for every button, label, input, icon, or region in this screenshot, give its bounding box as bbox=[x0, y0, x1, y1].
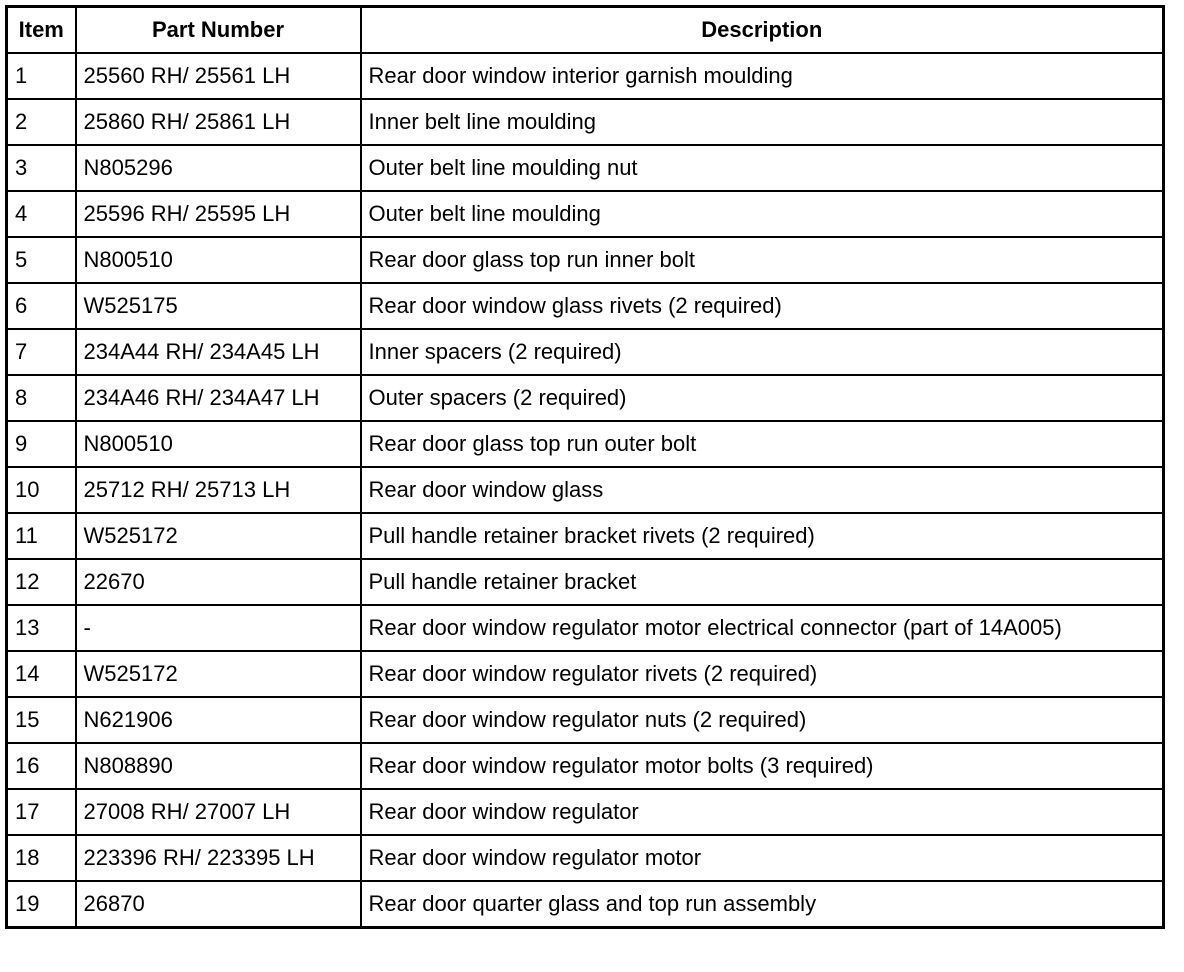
table-row bbox=[7, 375, 1164, 421]
description-cell: Inner belt line moulding bbox=[361, 99, 1164, 145]
part-number-cell: N800510 bbox=[76, 421, 361, 467]
item-cell: 9 bbox=[7, 421, 76, 467]
description-cell: Rear door window regulator rivets (2 required) bbox=[361, 651, 1164, 697]
item-cell: 3 bbox=[7, 145, 76, 191]
description-cell: Rear door glass top run inner bolt bbox=[361, 237, 1164, 283]
item-cell: 13 bbox=[7, 605, 76, 651]
table-row bbox=[7, 191, 1164, 237]
item-cell: 14 bbox=[7, 651, 76, 697]
item-cell: 1 bbox=[7, 53, 76, 99]
description-cell: Outer spacers (2 required) bbox=[361, 375, 1164, 421]
part-number-cell: 234A46 RH/ 234A47 LH bbox=[76, 375, 361, 421]
description-cell: Pull handle retainer bracket bbox=[361, 559, 1164, 605]
table-row bbox=[7, 881, 1164, 928]
part-number-cell: 25560 RH/ 25561 LH bbox=[76, 53, 361, 99]
item-cell: 15 bbox=[7, 697, 76, 743]
part-number-cell: W525172 bbox=[76, 513, 361, 559]
table-row bbox=[7, 697, 1164, 743]
item-cell: 7 bbox=[7, 329, 76, 375]
description-cell: Rear door window interior garnish moulding bbox=[361, 53, 1164, 99]
header-part-number: Part Number bbox=[76, 7, 361, 54]
description-cell: Rear door window regulator motor bolts (3 required) bbox=[361, 743, 1164, 789]
description-cell: Rear door window regulator nuts (2 required) bbox=[361, 697, 1164, 743]
part-number-cell: - bbox=[76, 605, 361, 651]
header-row bbox=[7, 7, 1164, 54]
description-cell: Rear door glass top run outer bolt bbox=[361, 421, 1164, 467]
description-cell: Outer belt line moulding bbox=[361, 191, 1164, 237]
part-number-cell: 25860 RH/ 25861 LH bbox=[76, 99, 361, 145]
part-number-cell: 27008 RH/ 27007 LH bbox=[76, 789, 361, 835]
table-row bbox=[7, 145, 1164, 191]
part-number-cell: 25596 RH/ 25595 LH bbox=[76, 191, 361, 237]
part-number-cell: W525175 bbox=[76, 283, 361, 329]
item-cell: 2 bbox=[7, 99, 76, 145]
header-item: Item bbox=[7, 7, 76, 54]
table-row bbox=[7, 53, 1164, 99]
table-row bbox=[7, 651, 1164, 697]
description-cell: Rear door quarter glass and top run assembly bbox=[361, 881, 1164, 928]
item-cell: 10 bbox=[7, 467, 76, 513]
description-cell: Pull handle retainer bracket rivets (2 required) bbox=[361, 513, 1164, 559]
table-row bbox=[7, 467, 1164, 513]
table-row bbox=[7, 421, 1164, 467]
description-cell: Outer belt line moulding nut bbox=[361, 145, 1164, 191]
item-cell: 6 bbox=[7, 283, 76, 329]
table-row bbox=[7, 559, 1164, 605]
part-number-cell: 223396 RH/ 223395 LH bbox=[76, 835, 361, 881]
part-number-cell: 22670 bbox=[76, 559, 361, 605]
description-cell: Rear door window regulator motor bbox=[361, 835, 1164, 881]
item-cell: 17 bbox=[7, 789, 76, 835]
item-cell: 11 bbox=[7, 513, 76, 559]
table-row bbox=[7, 743, 1164, 789]
part-number-cell: N805296 bbox=[76, 145, 361, 191]
table-row bbox=[7, 605, 1164, 651]
part-number-cell: N800510 bbox=[76, 237, 361, 283]
table-row bbox=[7, 513, 1164, 559]
description-cell: Rear door window glass bbox=[361, 467, 1164, 513]
part-number-cell: 26870 bbox=[76, 881, 361, 928]
part-number-cell: W525172 bbox=[76, 651, 361, 697]
table-header bbox=[7, 7, 1164, 54]
table-row bbox=[7, 329, 1164, 375]
description-cell: Rear door window glass rivets (2 required) bbox=[361, 283, 1164, 329]
item-cell: 8 bbox=[7, 375, 76, 421]
part-number-cell: N621906 bbox=[76, 697, 361, 743]
item-cell: 12 bbox=[7, 559, 76, 605]
description-cell: Rear door window regulator bbox=[361, 789, 1164, 835]
description-cell: Inner spacers (2 required) bbox=[361, 329, 1164, 375]
item-cell: 5 bbox=[7, 237, 76, 283]
parts-table bbox=[5, 5, 1165, 929]
part-number-cell: N808890 bbox=[76, 743, 361, 789]
table-row bbox=[7, 283, 1164, 329]
part-number-cell: 25712 RH/ 25713 LH bbox=[76, 467, 361, 513]
item-cell: 18 bbox=[7, 835, 76, 881]
table-row bbox=[7, 789, 1164, 835]
header-description: Description bbox=[361, 7, 1164, 54]
table-row bbox=[7, 835, 1164, 881]
part-number-cell: 234A44 RH/ 234A45 LH bbox=[76, 329, 361, 375]
item-cell: 16 bbox=[7, 743, 76, 789]
description-cell: Rear door window regulator motor electrical connector (part of 14A005) bbox=[361, 605, 1164, 651]
item-cell: 19 bbox=[7, 881, 76, 928]
table-row bbox=[7, 99, 1164, 145]
table-row bbox=[7, 237, 1164, 283]
item-cell: 4 bbox=[7, 191, 76, 237]
table-body bbox=[7, 53, 1164, 928]
